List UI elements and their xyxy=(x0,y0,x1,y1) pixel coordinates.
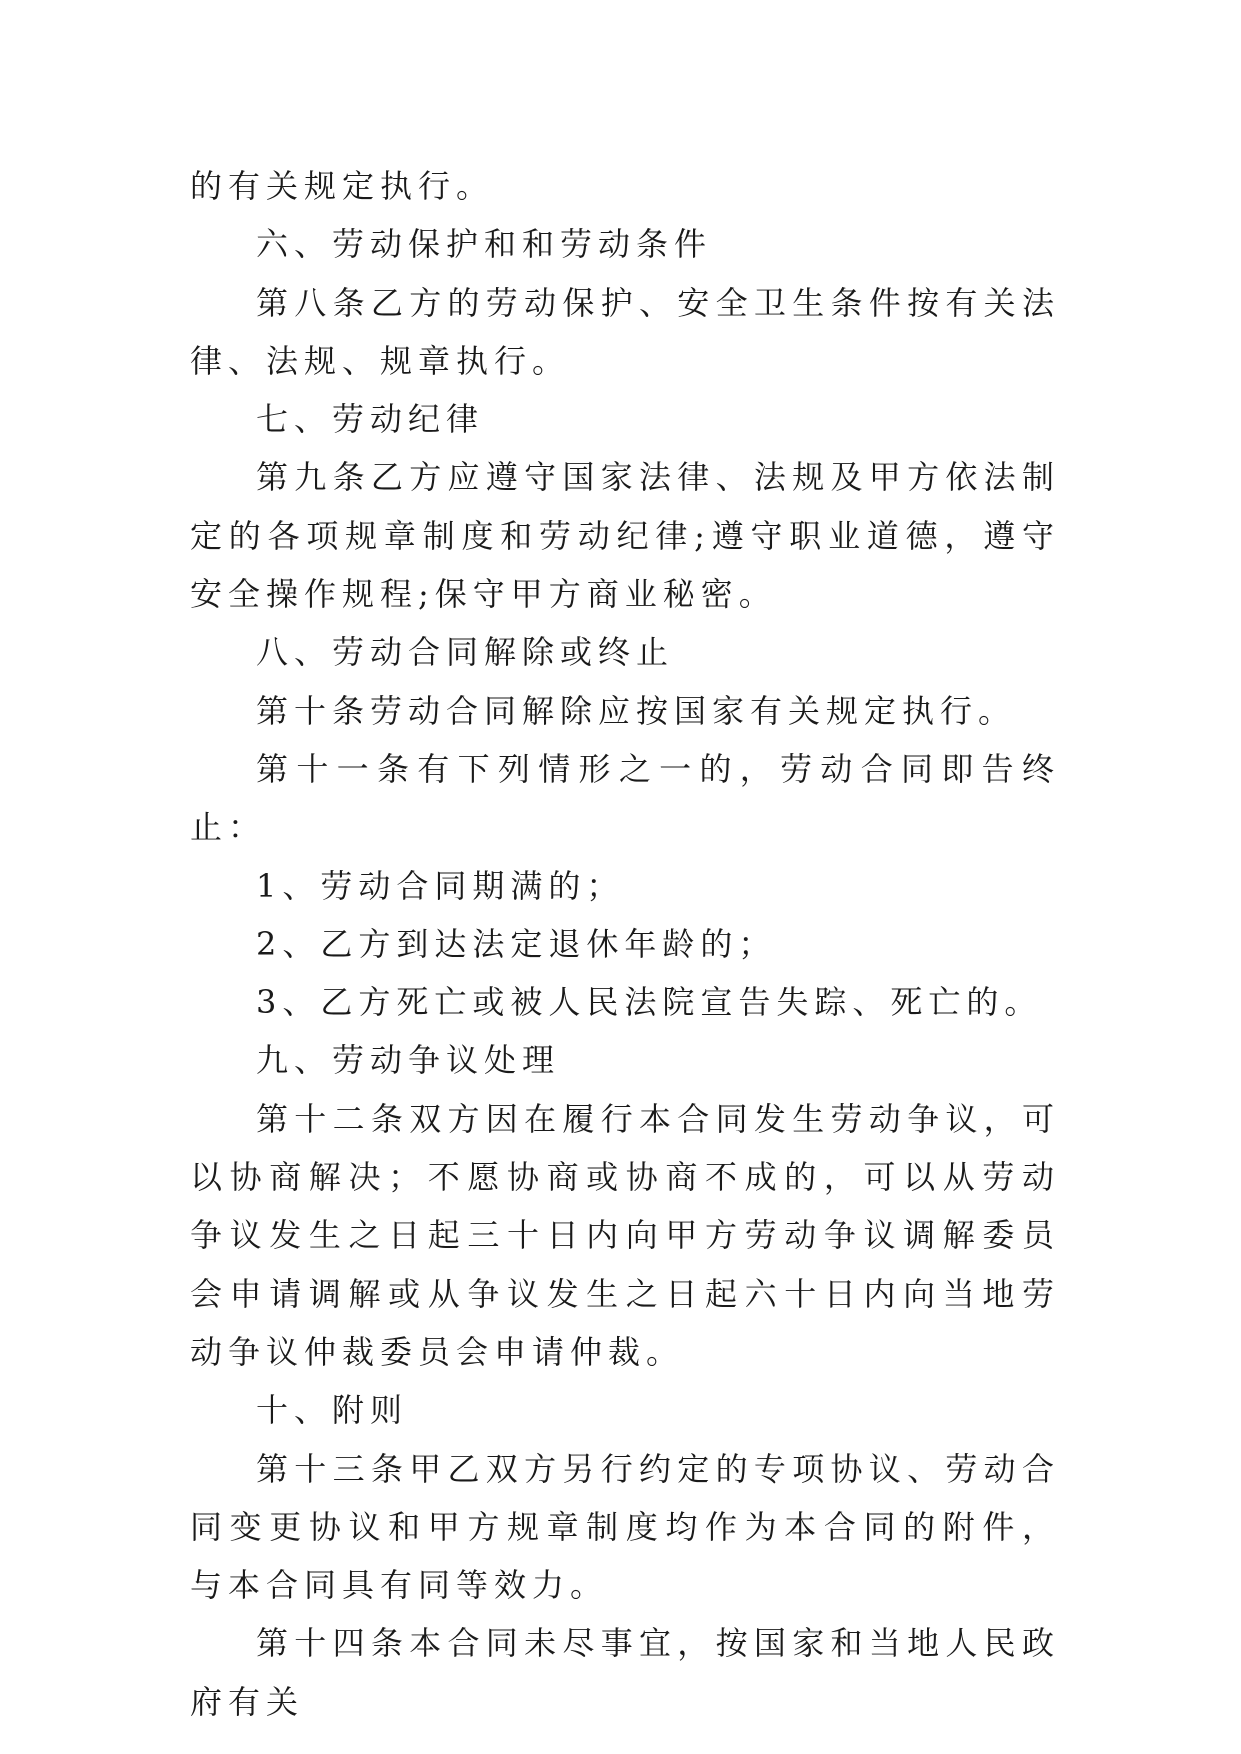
section-heading-labor-protection: 六、劳动保护和和劳动条件 xyxy=(256,225,713,264)
article-9: 第九条乙方应遵守国家法律、法规及甲方依法制定的各项规章制度和劳动纪律;遵守职业道德，遵守安全操作规程;保守甲方商业秘密。 xyxy=(190,458,1060,614)
article-12: 第十二条双方因在履行本合同发生劳动争议，可以协商解决；不愿协商或协商不成的，可以从劳动争议发生之日起三十日内向甲方劳动争议调解委员会申请调解或从争议发生之日起六十日内向当地劳动争议仲裁委员会申请仲裁。 xyxy=(190,1099,1060,1371)
list-item-1: 1、劳动合同期满的； xyxy=(256,866,625,905)
article-13: 第十三条甲乙双方另行约定的专项协议、劳动合同变更协议和甲方规章制度均作为本合同的附件，与本合同具有同等效力。 xyxy=(190,1449,1060,1605)
article-8: 第八条乙方的劳动保护、安全卫生条件按有关法律、法规、规章执行。 xyxy=(190,283,1060,380)
section-heading-supplementary: 十、附则 xyxy=(256,1391,409,1430)
article-11: 第十一条有下列情形之一的，劳动合同即告终止： xyxy=(190,749,1060,847)
section-heading-termination: 八、劳动合同解除或终止 xyxy=(256,633,675,672)
list-item-3: 3、乙方死亡或被人民法院宣告失踪、死亡的。 xyxy=(256,983,1043,1022)
paragraph-continuation: 的有关规定执行。 xyxy=(190,167,495,205)
document-body xyxy=(190,157,1060,1731)
list-item-2: 2、乙方到达法定退休年龄的； xyxy=(256,924,777,963)
section-heading-dispute: 九、劳动争议处理 xyxy=(256,1041,561,1080)
article-10: 第十条劳动合同解除应按国家有关规定执行。 xyxy=(256,691,1017,730)
article-14: 第十四条本合同未尽事宜，按国家和当地人民政府有关 xyxy=(190,1624,1060,1721)
section-heading-labor-discipline: 七、劳动纪律 xyxy=(256,400,485,439)
